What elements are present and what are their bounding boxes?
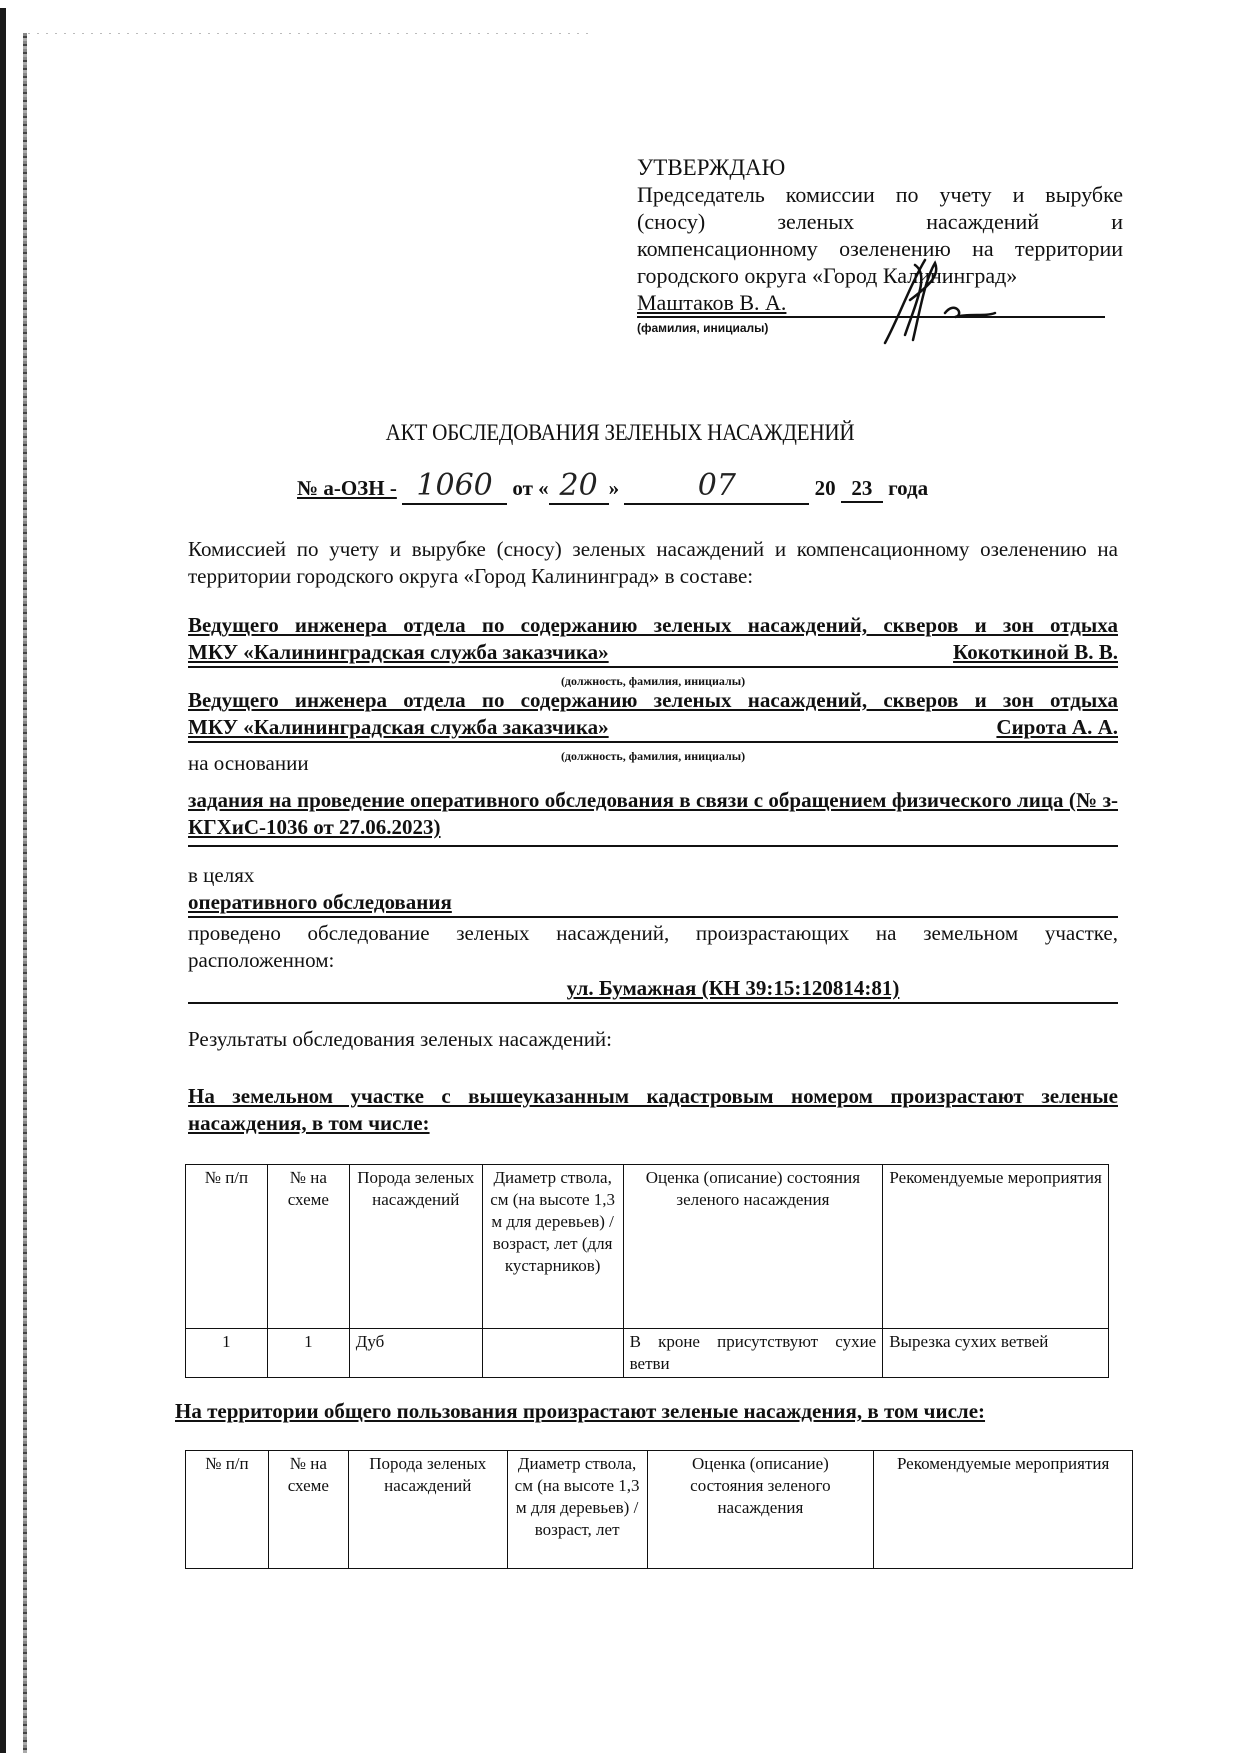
header-cell: Порода зеленых насаждений: [349, 1165, 482, 1329]
member-caption: (должность, фамилия, инициалы): [560, 674, 746, 688]
approval-title: УТВЕРЖДАЮ: [637, 155, 786, 180]
header-cell: Оценка (описание) состояния зеленого насаждения: [623, 1165, 883, 1329]
results-label: Результаты обследования зеленых насаждений:: [188, 1027, 613, 1051]
member-name: Сирота А. А.: [996, 715, 1118, 739]
section1-heading: На земельном участке с вышеуказанным кадастровым номером произрастают зеленые насаждения, в том числе:: [188, 1084, 1118, 1135]
act-number-value: 1060: [402, 468, 507, 505]
approval-line: Председатель комиссии по учету и вырубке: [637, 182, 1123, 207]
address-value: ул. Бумажная (КН 39:15:120814:81): [566, 976, 900, 1000]
member-position: Ведущего инженера отдела по содержанию зеленых насаждений, скверов и зон отдыха: [188, 688, 1118, 712]
approver-caption: (фамилия, инициалы): [637, 321, 769, 335]
member-field: [188, 714, 1118, 743]
cell-condition: В кроне присутствуют сухие ветви: [623, 1329, 883, 1378]
act-title: АКТ ОБСЛЕДОВАНИЯ ЗЕЛЕНЫХ НАСАЖДЕНИЙ: [385, 420, 855, 445]
header-cell: Порода зеленых насаждений: [348, 1451, 507, 1569]
act-year-label: года: [888, 476, 929, 500]
basis-value: задания на проведение оперативного обследования в связи с обращением физического лица (№ з-КГХиС-1036 от 27.06.2023): [188, 788, 1118, 839]
survey-table-public-territory: [185, 1450, 1133, 1569]
act-day: 20: [549, 468, 609, 505]
approval-line: (сносу) зеленых насаждений и: [637, 209, 1123, 234]
table-row: [186, 1329, 1109, 1378]
act-year-suffix: 23: [841, 476, 883, 503]
member-organization: МКУ «Калининградская служба заказчика»: [188, 715, 609, 739]
basis-field: [188, 787, 1118, 847]
purpose-label: в целях: [188, 863, 255, 887]
header-cell: № п/п: [186, 1165, 268, 1329]
cell-scheme-num: 1: [267, 1329, 349, 1378]
table-header-row: [186, 1451, 1133, 1569]
member-caption: (должность, фамилия, инициалы): [560, 749, 746, 763]
member-field: [188, 639, 1118, 668]
act-day-close: »: [608, 476, 620, 500]
scan-edge-artifact: [23, 33, 27, 1753]
approval-line: городского округа «Город Калининград»: [637, 263, 1018, 288]
cell-num: 1: [186, 1329, 268, 1378]
purpose-field: [188, 889, 1118, 918]
survey-table-land-plot: [185, 1164, 1109, 1378]
approval-line: компенсационному озеленению на территории: [637, 236, 1123, 261]
table-header-row: [186, 1165, 1109, 1329]
cell-species: Дуб: [349, 1329, 482, 1378]
commission-intro: Комиссией по учету и вырубке (сносу) зеленых насаждений и компенсационному озеленению на территории городского округа «Город Калининград» в составе:: [188, 537, 1118, 588]
act-month: 07: [624, 468, 809, 505]
purpose-value: оперативного обследования: [188, 890, 452, 914]
header-cell: Диаметр ствола, см (на высоте 1,3 м для деревьев) / возраст, лет (для кустарников): [482, 1165, 623, 1329]
act-number-line: [297, 468, 928, 505]
member-organization: МКУ «Калининградская служба заказчика»: [188, 640, 609, 664]
act-from-label: от «: [512, 476, 549, 500]
header-cell: № на схеме: [268, 1451, 348, 1569]
header-cell: Рекомендуемые мероприятия: [874, 1451, 1133, 1569]
header-cell: Диаметр ствола, см (на высоте 1,3 м для деревьев) / возраст, лет: [507, 1451, 647, 1569]
header-cell: Рекомендуемые мероприятия: [883, 1165, 1109, 1329]
act-number-prefix: № а-ОЗН -: [297, 476, 397, 500]
member-position: Ведущего инженера отдела по содержанию зеленых насаждений, скверов и зон отдыха: [188, 613, 1118, 637]
header-cell: Оценка (описание) состояния зеленого насаждения: [647, 1451, 874, 1569]
scan-top-artifact: [28, 33, 588, 34]
approver-name: Маштаков В. А.: [637, 290, 787, 315]
scan-edge-artifact: [0, 8, 6, 1753]
basis-label: на основании: [188, 751, 309, 775]
location-text: проведено обследование зеленых насаждений, произрастающих на земельном участке, расположенном:: [188, 921, 1118, 972]
cell-diameter: [482, 1329, 623, 1378]
header-cell: № п/п: [186, 1451, 269, 1569]
signature-icon: [855, 255, 1005, 345]
section2-heading: На территории общего пользования произрастают зеленые насаждения, в том числе:: [175, 1399, 986, 1423]
commission-member: [188, 612, 1118, 695]
header-cell: № на схеме: [267, 1165, 349, 1329]
address-field: [188, 975, 1118, 1004]
act-year-prefix: 20: [814, 476, 836, 500]
cell-recommendation: Вырезка сухих ветвей: [883, 1329, 1109, 1378]
member-name: Кокоткиной В. В.: [953, 640, 1118, 664]
